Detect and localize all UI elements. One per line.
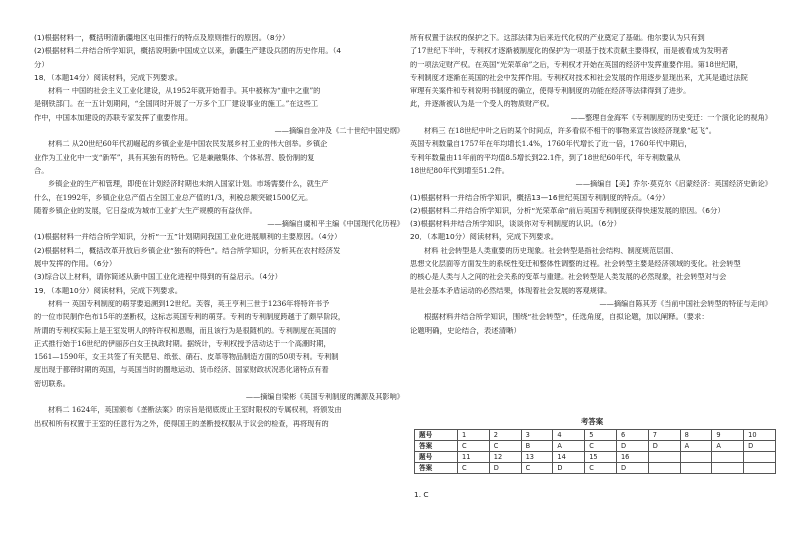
question-number-cell: 2 [489,430,521,441]
question-number-cell [648,452,680,463]
material-text-line: 合。 [34,166,49,175]
question-line: (1)根据材料一并结合所学知识，分析“一五”计划期间我国工业化进展顺利的主要原因。（4分） [34,233,342,242]
row-label: 答案 [415,463,458,474]
material-text-line: 材料二 从20世纪60年代初崛起的乡镇企业是中国农民发展乡村工业的伟大创举。乡镇企 [48,140,328,149]
answer-cell: C [521,463,553,474]
material-text-line: 1561—1590年，女王共签了有关肥皂、纸张、硝石、皮革等物品制造方面的50项专利。专利制 [34,353,339,362]
answer-cell: B [521,441,553,452]
material-text-line: 此，并逐渐被认为是一个受人的物质财产权。 [410,100,554,109]
row-label: 答案 [415,441,458,452]
material-text-line: 所谓的专利权实际上是王室发明人的特许权和恩赐，而且该行为是很随机的。专利制度在英国的 [34,326,336,335]
answer-key-title: 考答案 [580,417,604,426]
answer-row [415,463,776,474]
material-text-line: 材料三 在18世纪中叶之后的某个时间点，许多看似不相干的事物来宣告该经济现象“起飞”。 [424,127,716,136]
material-text-line: 出权和所有权置于王室的任意行为之外，使得国王的垄断授权服从于议会的检查，再将现有的 [34,419,329,428]
answer-cell: D [553,463,585,474]
material-text-line: 专利年数量由11年前的平均值8.5增长到22.1件，到了18世纪60年代，年专利数量从 [410,153,681,162]
question-number-cell: 1 [458,430,490,441]
source-citation: ——整理自金海军《专利制度的历史变迁：一个演化论的视角》 [570,113,772,122]
question-line: (2)根据材料二并结合所学知识，分析“光荣革命”前后英国专利制度获得快速发展的原因。（6分） [410,206,725,215]
answer-cell: A [712,441,744,452]
answer-cell: D [489,463,521,474]
source-citation: ——摘编自金冲及《二十世纪中国史纲》 [274,127,404,136]
answer-cell: C [489,441,521,452]
question-number-cell: 6 [616,430,648,441]
question-line: 19．（本题10分）阅读材料，完成下列要求。 [34,286,183,295]
material-text-line: 英国专利数量自1757年在年均增长1.4%，1760年代增长了近一倍，1760年代中期后， [410,140,692,149]
material-text-line: 18世纪80年代到增至51.2件。 [410,166,509,175]
answer-cell [680,463,712,474]
material-text-line: 材料一 中国的社会主义工业化建设，从1952年就开始着手。其中被称为“重中之重”的 [48,87,321,96]
answer-cell: D [616,441,648,452]
material-text-line: 密切联系。 [34,379,70,388]
question-number-cell [712,452,744,463]
question-number-cell: 13 [521,452,553,463]
material-text-line: 材料一 英国专利制度的萌芽要追溯到12世纪。芙蓉，英王亨利三世于1236年将特许书予 [48,299,330,308]
question-number-row [415,430,776,441]
question-number-cell: 4 [553,430,585,441]
material-text-line: 正式推行始于16世纪的伊丽莎白女王执政时期。据统计，专利权授予活动达于一个高潮时期， [34,339,331,348]
row-label: 题号 [415,452,458,463]
first-answer-text: 1. C [414,490,429,499]
material-text-line: 什么，在1992年，乡镇企业总产值占全国工业总产值的1/3，利税总额突破1500亿元。 [34,193,313,202]
answer-cell: D [616,463,648,474]
question-line: 20．（本题10分）阅读材料，完成下列要求。 [410,233,559,242]
material-text-line: 的一项法定财产权。在英国“光荣革命”之后，专利权才开始在英国的经济中发挥重要作用。第18世纪期， [410,60,743,69]
material-text-line: 的一位市民制作色布15年的垄断权，这标志英国专利的萌芽。专利的专利制度跨越于了颇早阶段， [34,313,346,322]
question-number-cell [744,452,776,463]
question-line: (3)综合以上材料，请你简述从新中国工业化进程中得到的有益启示。（4分） [34,273,282,282]
question-line: 论题明确，史论结合，表述清晰） [410,326,521,335]
answer-cell: C [458,463,490,474]
question-line: (2)根据材料二并结合所学知识，概括说明新中国成立以来，新疆生产建设兵团的历史作用。（4 [34,47,342,56]
source-citation: ——摘编自【美】乔尔·莫克尔《启蒙经济：英国经济史新论》 [575,180,772,189]
question-line: (2)根据材料二，概括改革开放后乡镇企业“独有的特色”。结合所学知识，分析其在农村经济发 [34,246,341,255]
material-text-line: 随着乡镇企业的发展，它日益成为城市工业扩大生产规模的有益伙伴。 [34,206,257,215]
question-number-cell: 12 [489,452,521,463]
answer-row [415,441,776,452]
question-number-cell: 3 [521,430,553,441]
question-number-cell: 5 [585,430,617,441]
question-number-cell: 8 [680,430,712,441]
answer-cell [648,463,680,474]
material-text-line: 材料 社会转型是人类重要的历史现象。社会转型是指社会结构、制度规范层面、 [424,246,678,255]
question-number-cell: 16 [616,452,648,463]
question-number-cell: 11 [458,452,490,463]
source-citation: ——摘编自虞和平主编《中国现代化历程》 [267,220,404,229]
material-text-line: 作中，中国本加建设的苏联专家发挥了重要作用。 [34,113,193,122]
left-column [34,34,406,433]
question-line: 展中发挥的作用。（6分） [34,260,117,269]
question-line: 18．（本题14分）阅读材料，完成下列要求。 [34,73,183,82]
material-text-line: 专利制度才逐渐在英国的社会中发挥作用。专利权对技术和社会发展的作用逐步显现出来，尤其是通过法院 [410,73,748,82]
question-number-cell: 15 [585,452,617,463]
answer-cell: C [585,463,617,474]
question-number-cell: 14 [553,452,585,463]
question-number-row [415,452,776,463]
answer-cell: D [648,441,680,452]
answer-cell: A [553,441,585,452]
material-text-line: 所有权置于法权的保护之下。这部法律为后来近代化权的产业奠定了基础。他尔要认为只有到 [410,34,705,42]
question-line: 根据材料并结合所学知识，围绕“社会转型”，任选角度，自拟论题，加以阐释。（要求： [424,313,709,322]
question-line: (1)根据材料一并结合所学知识，概括13—16世纪英国专利制度的特点。（4分） [410,193,670,202]
question-line: (3)根据材料并结合所学知识，谈谈你对专利制度的认识。（6分） [410,220,622,229]
material-text-line: 材料二 1624年，英国颁布《垄断法案》的宗旨是彻底废止王室时限权的专属权利，将颁发由 [48,406,342,415]
material-text-line: 度出现于都铎时期的英国，与英国当时的圈地运动、货币经济、国家财政状况恶化诸特点有着 [34,366,329,375]
material-text-line: 业作为工业化中一支“新军”，具有其独有的特色。它是兼融集体、个体私营、股份制的复 [34,153,315,162]
question-number-cell: 10 [744,430,776,441]
question-line: (1)根据材料一，概括明清新疆地区屯田推行的特点及原则推行的原因。（8分） [34,34,290,42]
answer-cell: A [680,441,712,452]
question-line: 分） [34,60,49,69]
answer-cell: D [744,441,776,452]
material-text-line: 的核心是人类与人之间的社会关系的变革与重建。社会转型是人类发展的必然现象，社会转型对与会 [410,273,727,282]
source-citation: ——摘编自陈其芳《当前中国社会转型的特征与走向》 [599,299,772,308]
question-number-cell [680,452,712,463]
answer-cell [712,463,744,474]
material-text-line: 思想文化层面等方面发生的系统性变迁和整体性调整的过程。社会转型主要是经济领域的变化。社会转型 [410,260,741,269]
question-number-cell: 9 [712,430,744,441]
material-text-line: 审理有关案件和专利说明书制度的确立，使得专利制度的功能在经济等法律得到了进步。 [410,87,691,96]
material-text-line: 是钢铁部门。在一五计划期间，“全国同时开展了一万多个工厂建设事业的施工。”在这些工 [34,100,319,109]
row-label: 题号 [415,430,458,441]
answer-cell: C [458,441,490,452]
answer-cell: C [585,441,617,452]
material-text-line: 乡镇企业的生产和管理，即使在计划经济时期也未纳入国家计划。市场需要什么，就生产 [48,180,329,189]
source-citation: ——摘编自梁彬《英国专利制度的渊源及其影响》 [245,393,404,402]
answer-key-table [414,429,776,474]
material-text-line: 了17世纪下半叶，专利权才逐渐被制度化的保护为一项基于技术贡献主要得权，而是被看成为发明者 [410,47,729,56]
right-column [410,34,774,340]
answer-cell [744,463,776,474]
question-number-cell: 7 [648,430,680,441]
material-text-line: 是社会基本矛盾运动的必然结果，体现着社会发展的客观规律。 [410,286,612,295]
